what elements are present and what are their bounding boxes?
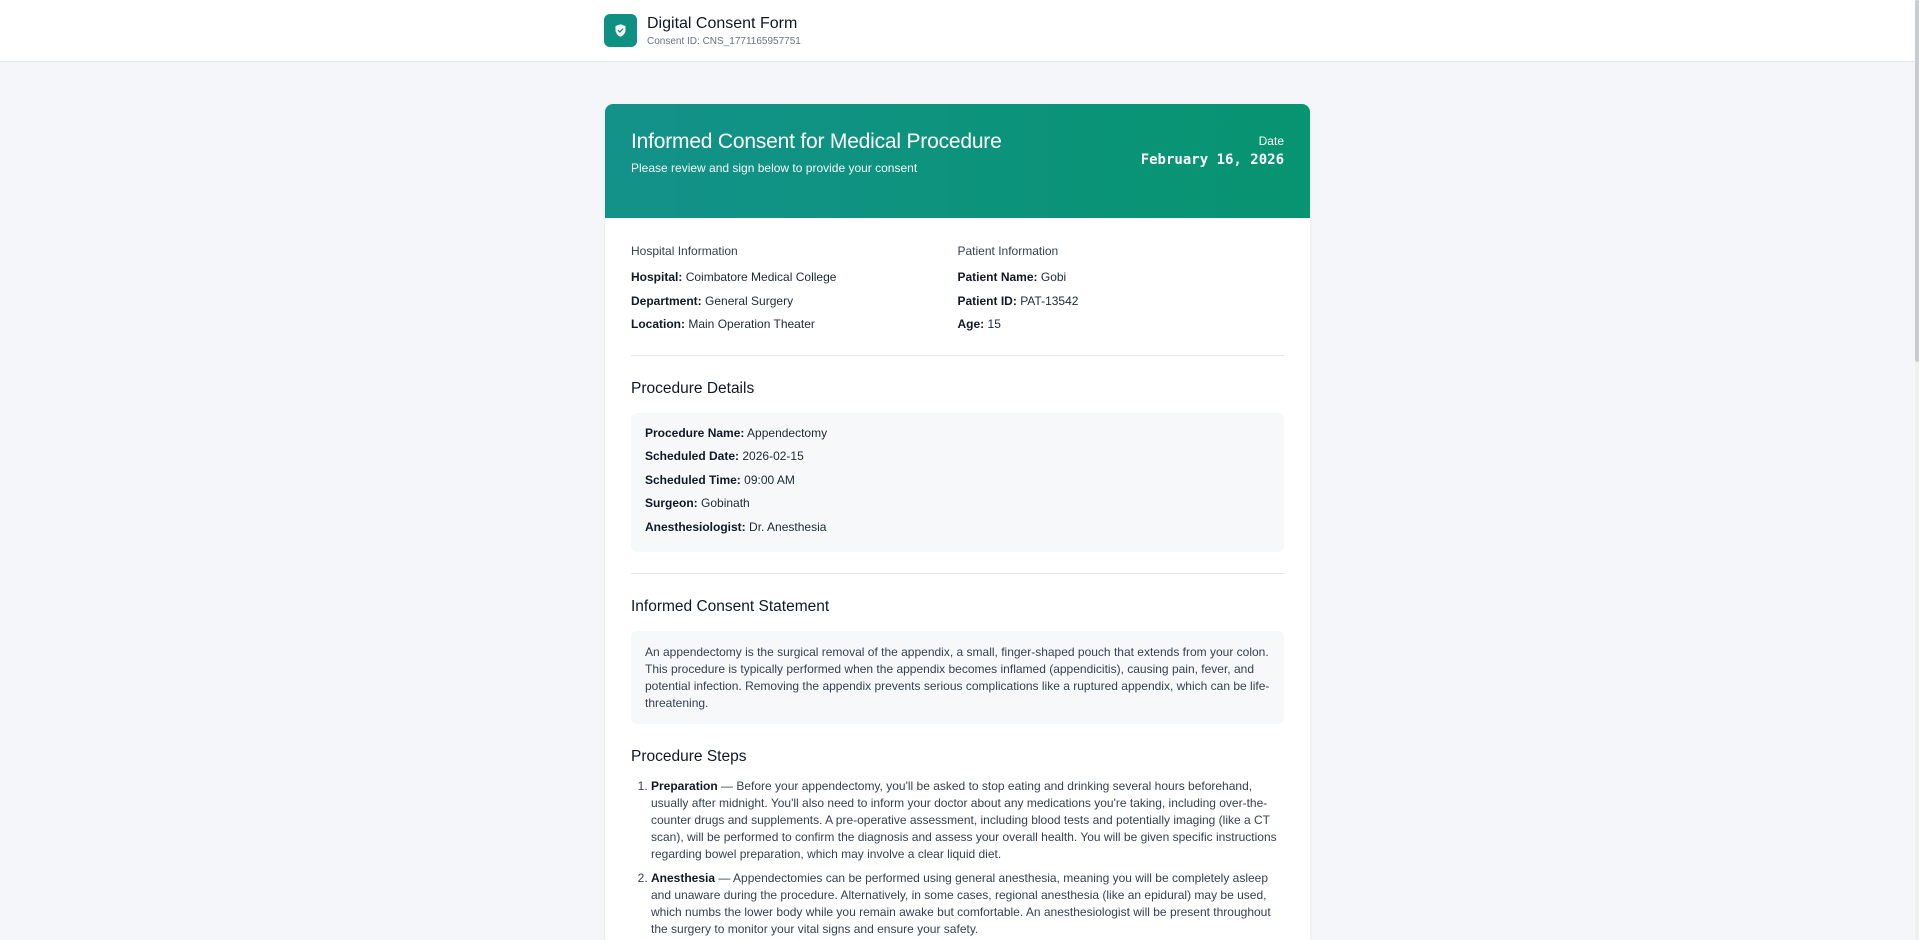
hospital-row [631, 270, 958, 294]
patient-name-label: Patient Name: [957, 270, 1038, 284]
hospital-info-heading: Hospital Information [631, 244, 738, 258]
anesthesiologist-row [645, 520, 1270, 544]
procedure-steps-list [631, 778, 1284, 938]
age-row [958, 317, 1285, 341]
procedure-name-row [645, 426, 1270, 450]
scrollbar-thumb[interactable] [1915, 0, 1919, 362]
procedure-name-value: Appendectomy [747, 425, 828, 440]
location-value: Main Operation Theater [688, 317, 815, 331]
shield-check-icon [604, 14, 637, 47]
patient-id-value: PAT-13542 [1020, 293, 1079, 308]
list-item [651, 778, 1284, 863]
info-grid [631, 244, 1284, 341]
list-item [651, 870, 1284, 938]
procedure-steps [631, 748, 1284, 938]
surgeon-row [645, 496, 1270, 520]
location-label: Location: [631, 317, 685, 331]
procedure-name-label: Procedure Name: [645, 425, 745, 440]
department-label: Department: [631, 293, 702, 308]
consent-card [605, 104, 1310, 940]
consent-id: Consent ID: CNS_1771165957751 [647, 36, 801, 47]
date-value: February 16, 2026 [1140, 152, 1284, 168]
scheduled-time-row [645, 473, 1270, 497]
surgeon-value: Gobinath [701, 496, 750, 510]
hospital-label: Hospital: [631, 270, 683, 284]
patient-id-row [958, 294, 1285, 318]
patient-name-value: Gobi [1040, 270, 1067, 284]
patient-name-row [958, 270, 1285, 294]
step-title: Anesthesia [651, 871, 716, 885]
divider [631, 573, 1284, 574]
hospital-value: Coimbatore Medical College [685, 270, 837, 284]
scheduled-time-value: 09:00 AM [744, 472, 795, 487]
hospital-info [631, 244, 958, 341]
consent-hero [605, 104, 1310, 218]
app-title: Digital Consent Form [647, 15, 798, 32]
consent-statement-text: An appendectomy is the surgical removal of the appendix, a small, finger-shaped pouch that extends from your colon. This procedure is typically performed when the appendix becomes inflamed (appendicitis), causing pain, fever, and potential infection. Removing the appendix prevents serious complications like a ruptured appendix, which can be life-threatening. [631, 631, 1284, 724]
age-label: Age: [957, 317, 985, 331]
scheduled-date-label: Scheduled Date: [645, 449, 740, 463]
divider [631, 355, 1284, 356]
department-value: General Surgery [705, 293, 794, 308]
patient-id-label: Patient ID: [957, 293, 1017, 308]
scheduled-date-row [645, 449, 1270, 473]
step-title: Preparation [651, 779, 718, 793]
procedure-steps-heading: Procedure Steps [631, 748, 747, 765]
anesthesiologist-label: Anesthesiologist: [645, 519, 746, 534]
procedure-details-heading: Procedure Details [631, 379, 755, 397]
consent-title: Informed Consent for Medical Procedure [631, 130, 1002, 153]
surgeon-label: Surgeon: [645, 496, 698, 510]
brand [604, 14, 801, 47]
procedure-details-box [631, 413, 1284, 553]
department-row [631, 294, 958, 318]
patient-info-heading: Patient Information [957, 244, 1059, 258]
scheduled-time-label: Scheduled Time: [645, 472, 741, 487]
date-label: Date [1258, 134, 1284, 148]
location-row [631, 317, 958, 341]
consent-subtitle: Please review and sign below to provide your consent [631, 161, 918, 175]
top-bar [0, 0, 1915, 62]
consent-statement-heading: Informed Consent Statement [631, 598, 830, 615]
scheduled-date-value: 2026-02-15 [742, 449, 804, 463]
anesthesiologist-value: Dr. Anesthesia [749, 519, 827, 534]
patient-info [958, 244, 1285, 341]
age-value: 15 [987, 317, 1001, 331]
step-text: — Before your appendectomy, you'll be asked to stop eating and drinking several hours beforehand, usually after midnight. You'll also need to inform your doctor about any medications you're taking, including over-the-counter drugs and supplements. A pre-operative assessment, including blood tests and potentially imaging (like a CT scan), will be performed to confirm the diagnosis and assess your overall health. You will be given specific instructions regarding bowel preparation, which may involve a clear liquid diet. [651, 779, 1277, 861]
step-text: — Appendectomies can be performed using general anesthesia, meaning you will be completely asleep and unaware during the procedure. Alternatively, in some cases, regional anesthesia (like an epidural) may be used, which numbs the lower body while you remain awake but comfortable. An anesthesiologist will be present throughout the surgery to monitor your vital signs and ensure your safety. [651, 871, 1271, 936]
